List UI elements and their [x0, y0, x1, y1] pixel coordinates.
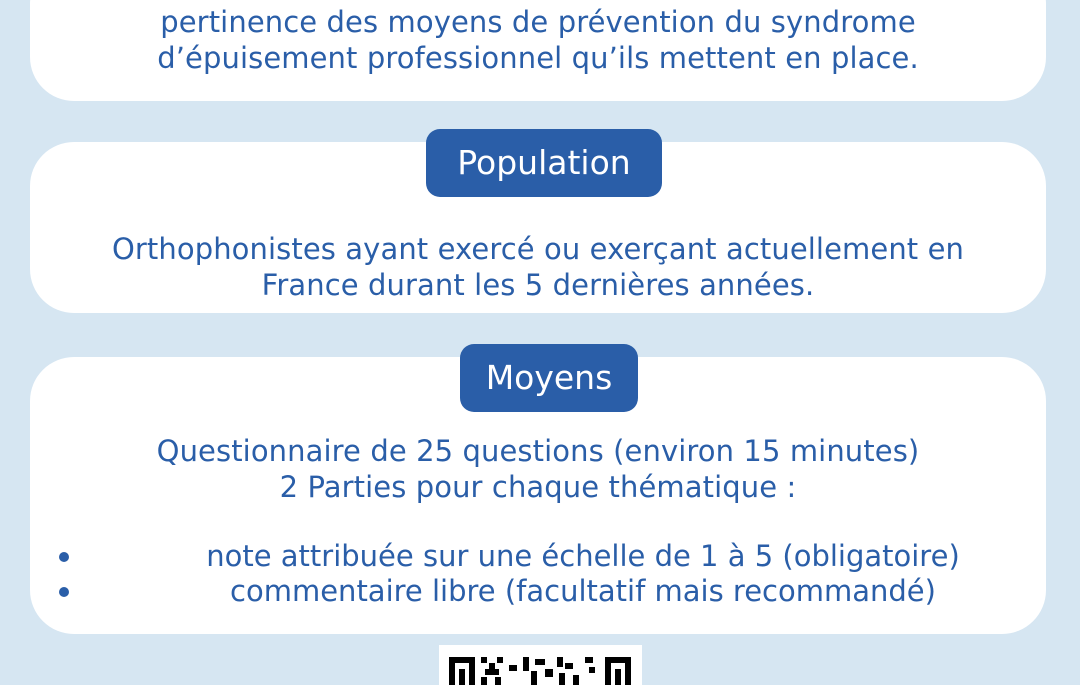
moyens-bullet-list	[30, 539, 1046, 609]
objective-card	[30, 0, 1046, 101]
objective-line-2: d’épuisement professionnel qu’ils mettent en place.	[157, 41, 919, 75]
bullet-text: note attribuée sur une échelle de 1 à 5 (obligatoire)	[206, 539, 960, 573]
bullet-dot-icon	[59, 552, 69, 562]
objective-line-1: pertinence des moyens de prévention du syndrome	[160, 5, 916, 39]
bullet-text: commentaire libre (facultatif mais recommandé)	[230, 574, 936, 608]
moyens-line-1: Questionnaire de 25 questions (environ 15 minutes)	[156, 434, 920, 468]
population-line-2: France durant les 5 dernières années.	[261, 268, 815, 302]
qr-code-icon	[439, 645, 642, 685]
moyens-text	[30, 433, 1046, 505]
list-item	[30, 574, 1046, 609]
population-text	[30, 231, 1046, 303]
moyens-heading: Moyens	[460, 344, 638, 412]
population-line-1: Orthophonistes ayant exercé ou exerçant actuellement en	[111, 232, 965, 266]
bullet-dot-icon	[59, 587, 69, 597]
population-heading: Population	[426, 129, 662, 197]
list-item	[30, 539, 1046, 574]
qr-code-pattern	[439, 645, 642, 685]
objective-text	[30, 4, 1046, 76]
moyens-line-2: 2 Parties pour chaque thématique :	[279, 470, 797, 504]
